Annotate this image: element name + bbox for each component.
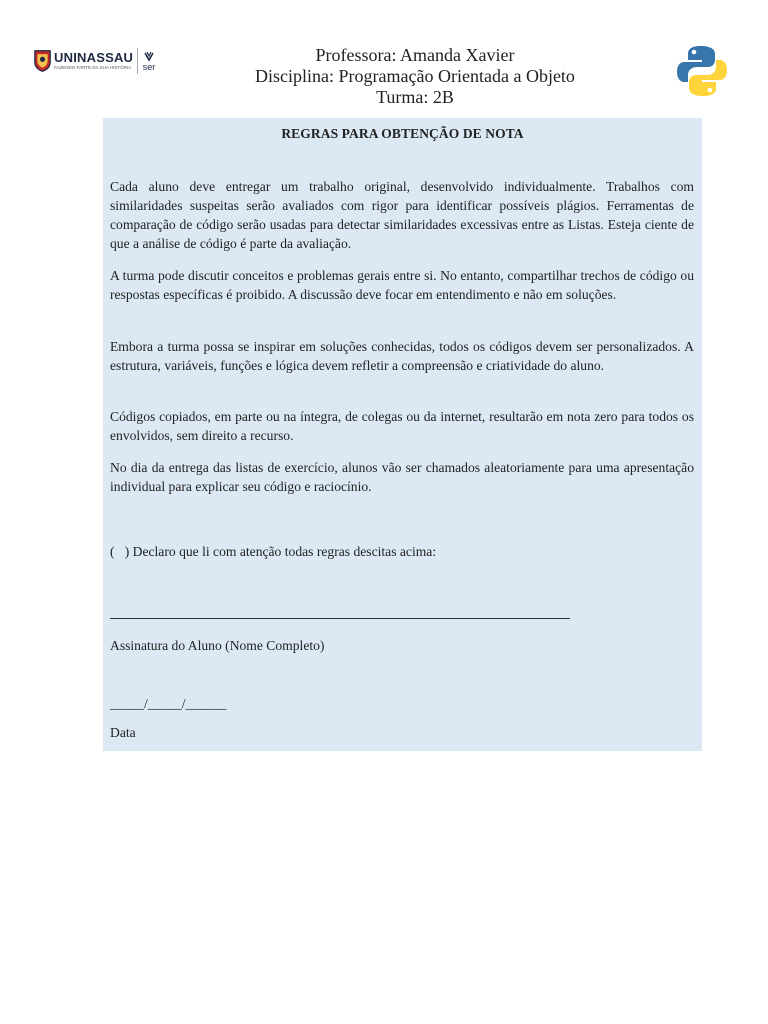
rule-paragraph: No dia da entrega das listas de exercício, alunos vão ser chamados aleatoriamente para uma apresentação individual para explicar seu código e raciocínio. [110, 460, 694, 494]
ser-label: ser [142, 61, 156, 72]
date-label: Data [110, 725, 136, 740]
uninassau-logo [34, 44, 156, 78]
date-field[interactable]: _____/_____/______ [110, 696, 227, 711]
rule-paragraph: Cada aluno deve entregar um trabalho original, desenvolvido individualmente. Trabalhos com similaridades suspeitas serão avaliados com rigor para identificar possíveis plágios. Ferramentas de comparação de código serão usadas para detectar similaridades excessivas entre as Listas. Esteja ciente de que a análise de código é parte da avaliação. [110, 179, 694, 251]
rule-paragraph: Códigos copiados, em parte ou na íntegra, de colegas ou da internet, resultarão em nota zero para todos os envolvidos, sem direito a recurso. [110, 409, 694, 443]
shield-icon [34, 48, 51, 74]
discipline-name: Disciplina: Programação Orientada a Objeto [255, 66, 575, 86]
signature-line[interactable] [110, 618, 570, 619]
professor-name: Professora: Amanda Xavier [315, 45, 515, 65]
signature-label: Assinatura do Aluno (Nome Completo) [110, 638, 325, 653]
class-name: Turma: 2B [376, 87, 454, 107]
python-icon [676, 44, 728, 98]
ser-logo [142, 51, 156, 72]
declaration-checkbox-line[interactable]: ( ) Declaro que li com atenção todas regras descitas acima: [110, 544, 437, 559]
brand-name: UNINASSAU [54, 50, 134, 65]
brand-tagline: FAZENDO PARTE DA SUA HISTÓRIA [54, 65, 132, 70]
page-header [0, 0, 768, 118]
rule-paragraph: A turma pode discutir conceitos e problemas gerais entre si. No entanto, compartilhar trechos de código ou respostas específicas é proibido. A discussão deve focar em entendimento e não em soluções. [110, 268, 694, 302]
logo-divider [137, 48, 138, 74]
ser-mark-icon [142, 51, 156, 63]
rule-paragraph: Embora a turma possa se inspirar em soluções conhecidas, todos os códigos devem ser personalizados. A estrutura, variáveis, funções e lógica devem refletir a compreensão e criatividade do aluno. [110, 339, 694, 373]
rules-title: REGRAS PARA OBTENÇÃO DE NOTA [281, 126, 524, 141]
course-info [200, 45, 630, 108]
rules-panel [103, 118, 702, 751]
